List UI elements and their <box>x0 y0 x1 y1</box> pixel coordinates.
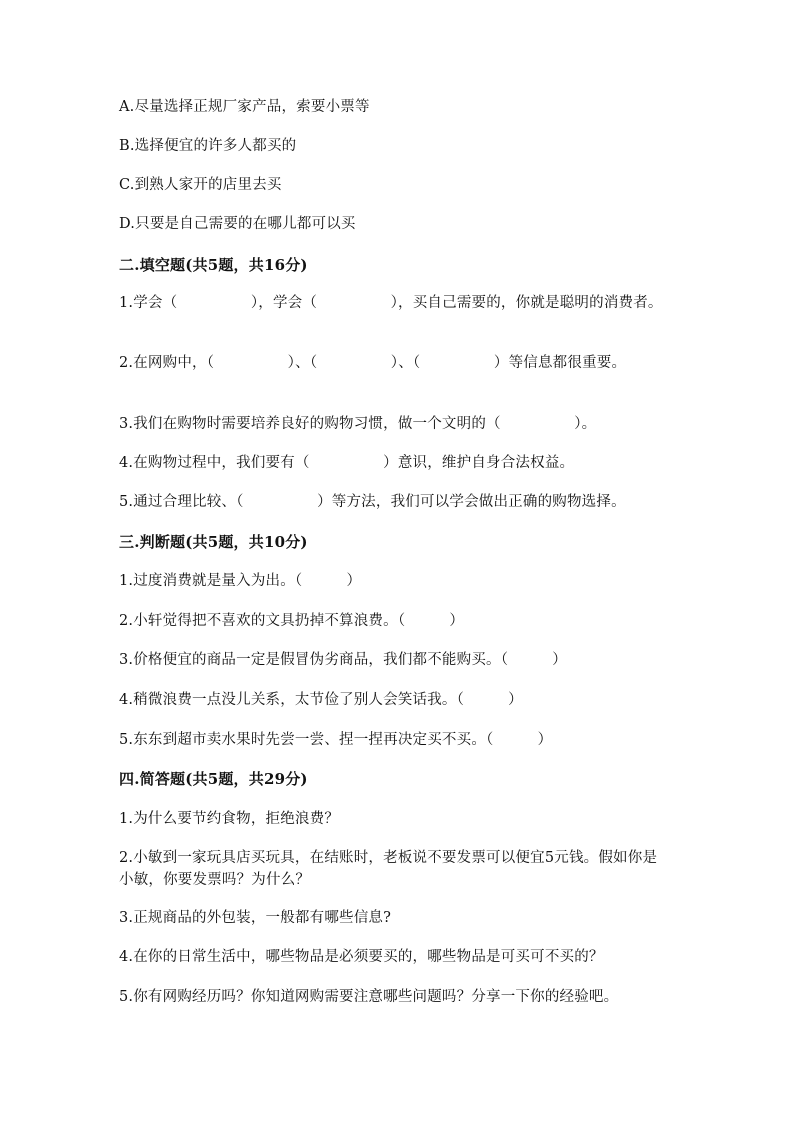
short-answer-question-4: 4.在你的日常生活中，哪些物品是必须要买的，哪些物品是可买可不买的？ <box>119 949 604 965</box>
short-answer-question-3: 3.正规商品的外包装，一般都有哪些信息? <box>119 910 392 926</box>
fill-blank-question-5: 5.通过合理比较、（ ）等方法，我们可以学会做出正确的购物选择。 <box>119 494 626 510</box>
section-heading-true-false: 三.判断题(共5题，共10分) <box>119 533 308 551</box>
section-heading-short-answer: 四.简答题(共5题，共29分) <box>119 770 308 788</box>
short-answer-question-1: 1.为什么要节约食物，拒绝浪费？ <box>119 811 340 827</box>
option-c <box>119 174 282 196</box>
option-label: B. <box>119 138 135 154</box>
option-text: 选择便宜的许多人都买的 <box>134 138 297 154</box>
option-b <box>119 135 296 157</box>
fill-blank-question-1: 1.学会（ ），学会（ ），买自己需要的，你就是聪明的消费者。 <box>119 295 663 311</box>
true-false-question-2: 2.小轩觉得把不喜欢的文具扔掉不算浪费。（ ） <box>119 613 465 629</box>
true-false-question-5: 5.东东到超市卖水果时先尝一尝、捏一捏再决定买不买。（ ） <box>119 732 553 748</box>
short-answer-question-2: 2.小敏到一家玩具店买玩具，在结账时，老板说不要发票可以便宜5元钱。假如你是小敏，你要发票吗？为什么？ <box>119 850 658 888</box>
true-false-question-3: 3.价格便宜的商品一定是假冒伪劣商品，我们都不能购买。（ ） <box>119 652 567 668</box>
fill-blank-question-4: 4.在购物过程中，我们要有（ ）意识，维护自身合法权益。 <box>119 455 575 471</box>
option-text: 到熟人家开的店里去买 <box>134 177 282 193</box>
true-false-question-1: 1.过度消费就是量入为出。（ ） <box>119 573 362 589</box>
option-d <box>119 213 356 235</box>
short-answer-question-5: 5.你有网购经历吗？你知道网购需要注意哪些问题吗？分享一下你的经验吧。 <box>119 989 619 1005</box>
option-text: 尽量选择正规厂家产品，索要小票等 <box>134 99 370 115</box>
section-heading-fill-blank: 二.填空题(共5题，共16分) <box>119 256 308 274</box>
option-label: D. <box>119 216 136 232</box>
option-text: 只要是自己需要的在哪儿都可以买 <box>135 216 356 232</box>
true-false-question-4: 4.稍微浪费一点没儿关系，太节俭了别人会笑话我。（ ） <box>119 692 523 708</box>
option-label: A. <box>119 99 135 115</box>
option-a <box>119 96 370 118</box>
fill-blank-question-3: 3.我们在购物时需要培养良好的购物习惯，做一个文明的（ ）。 <box>119 416 597 432</box>
option-label: C. <box>119 177 135 193</box>
fill-blank-question-2: 2.在网购中，（ ）、（ ）、（ ）等信息都很重要。 <box>119 355 627 371</box>
